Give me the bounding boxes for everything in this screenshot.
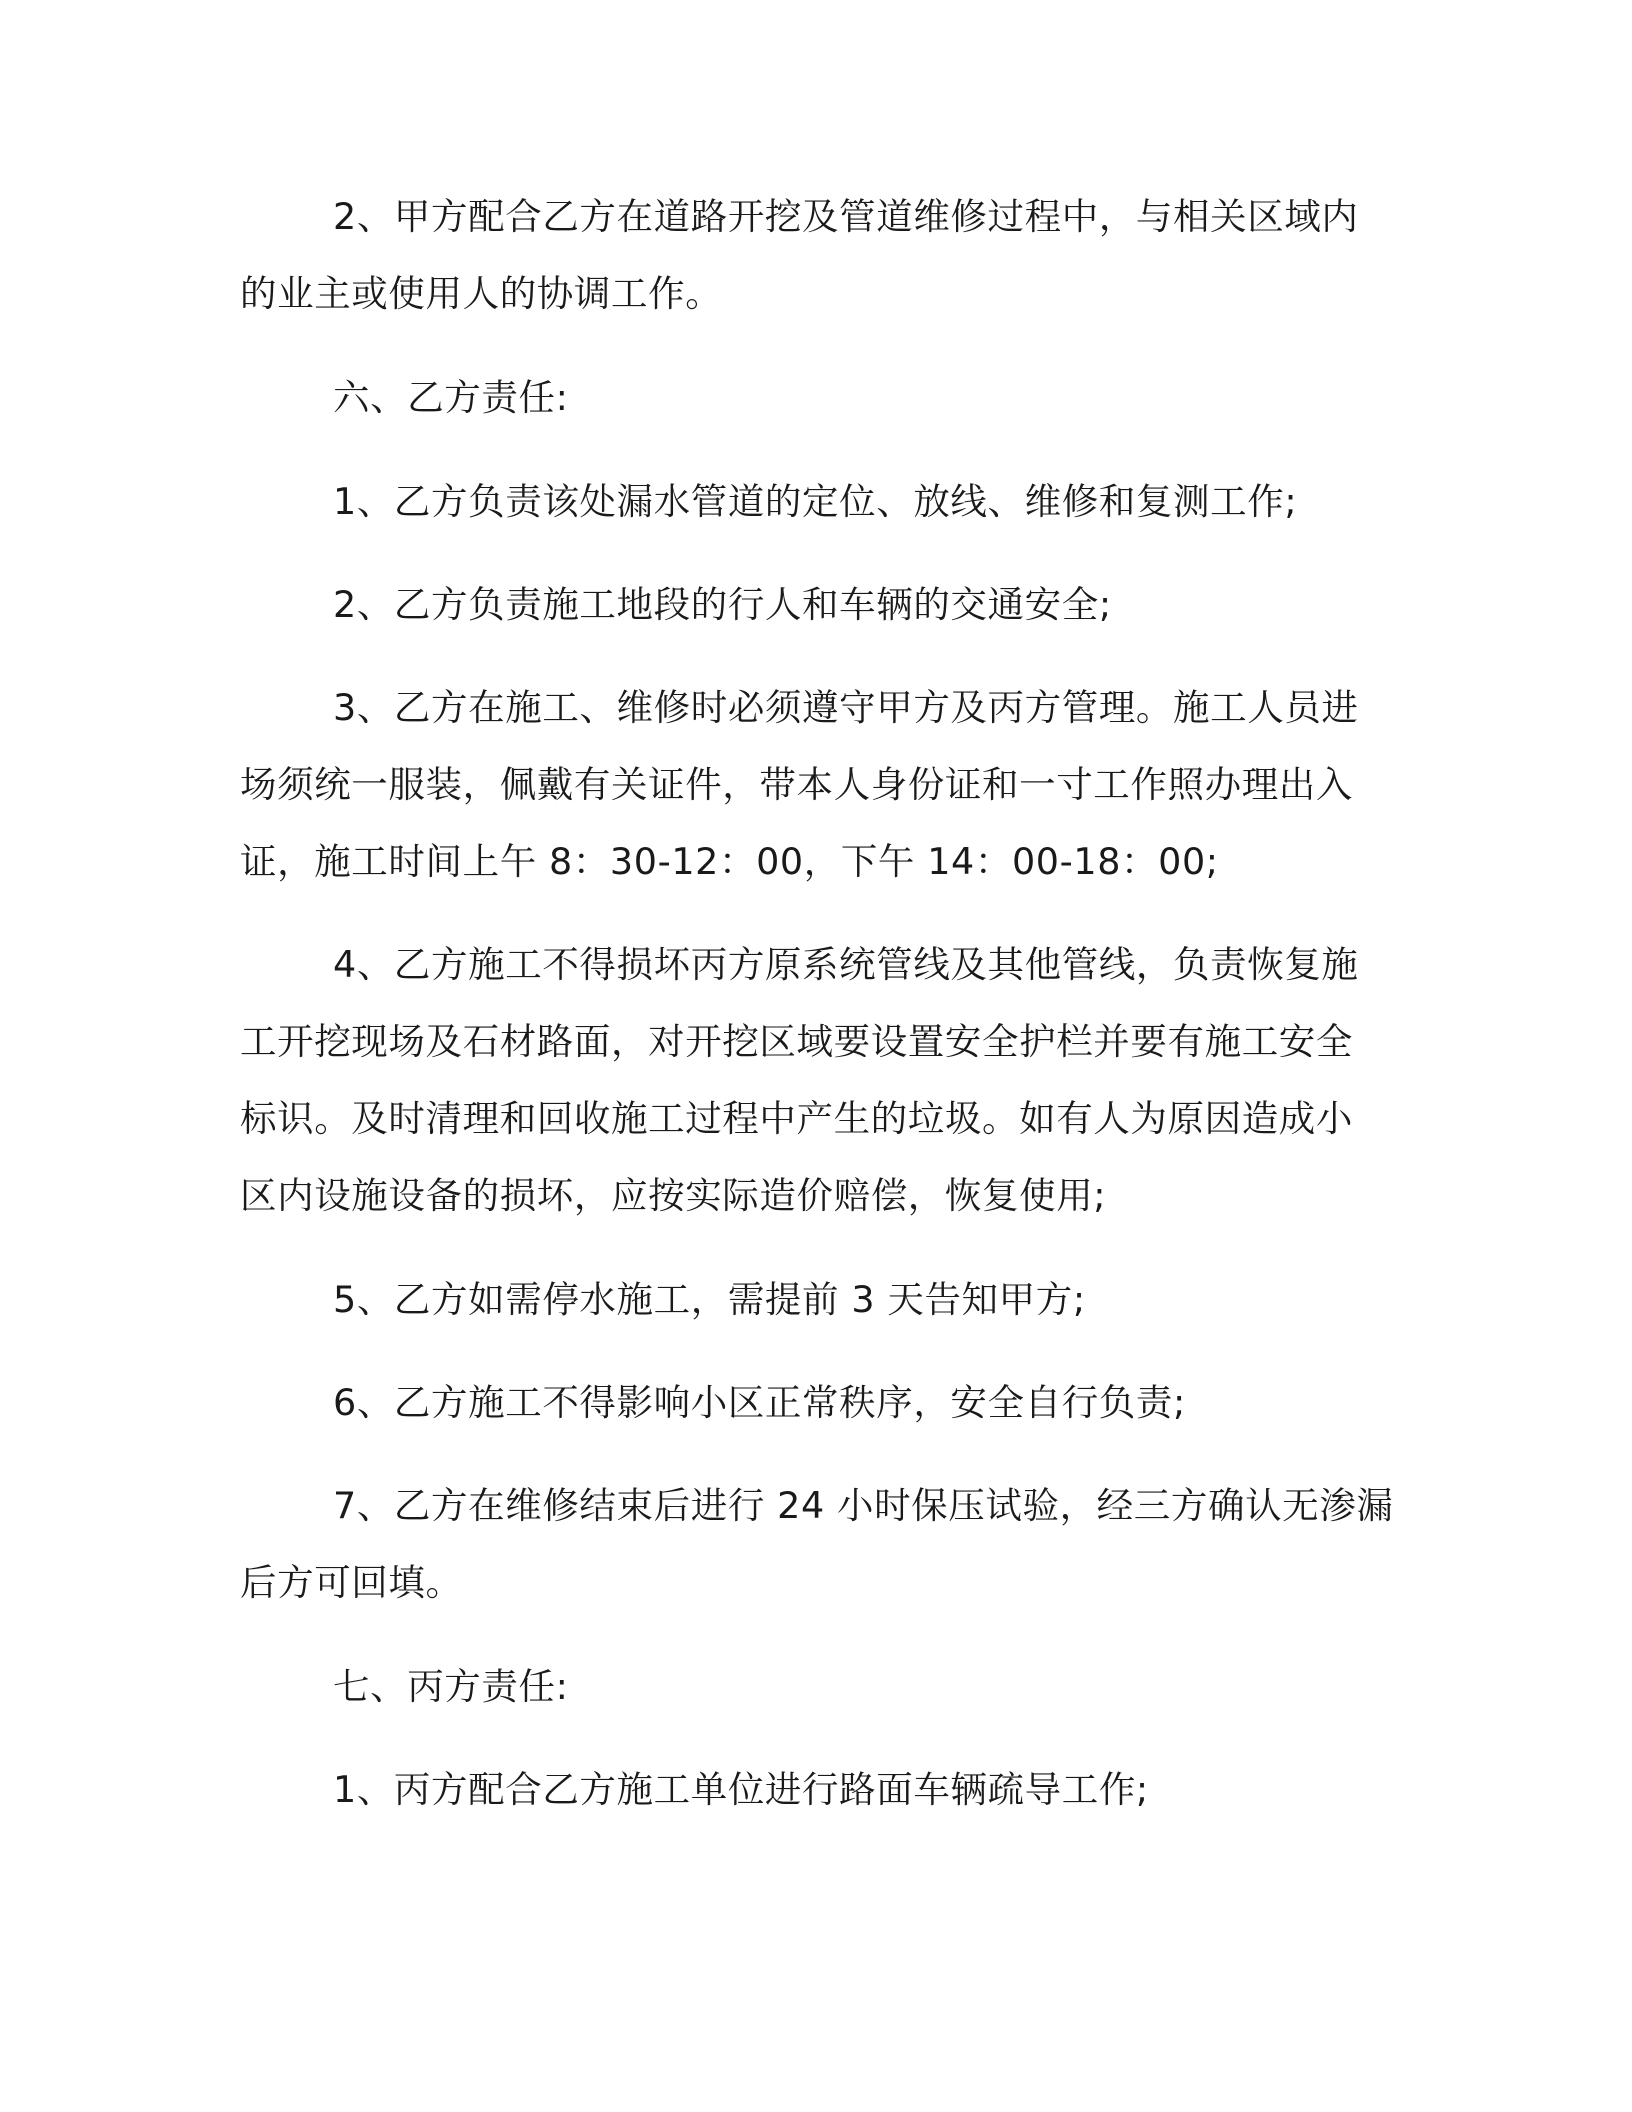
text-line: 1、乙方负责该处漏水管道的定位、放线、维修和复测工作; [333, 480, 1298, 523]
text-line: 场须统一服装，佩戴有关证件，带本人身份证和一寸工作照办理出入 [240, 763, 1353, 806]
text-line: 1、丙方配合乙方施工单位进行路面车辆疏导工作; [333, 1768, 1149, 1811]
section-heading: 七、丙方责任: [333, 1665, 569, 1708]
text-line: 2、甲方配合乙方在道路开挖及管道维修过程中，与相关区域内 [333, 195, 1359, 238]
text-line: 标识。及时清理和回收施工过程中产生的垃圾。如有人为原因造成小 [240, 1097, 1353, 1140]
text-line: 证，施工时间上午 8：30-12：00，下午 14：00-18：00; [240, 840, 1219, 883]
text-line: 区内设施设备的损坏，应按实际造价赔偿，恢复使用; [240, 1174, 1107, 1217]
section-heading: 六、乙方责任: [333, 376, 569, 419]
text-line: 4、乙方施工不得损坏丙方原系统管线及其他管线，负责恢复施 [333, 943, 1359, 986]
text-line: 2、乙方负责施工地段的行人和车辆的交通安全; [333, 583, 1112, 626]
text-line: 3、乙方在施工、维修时必须遵守甲方及丙方管理。施工人员进 [333, 686, 1359, 729]
text-line: 的业主或使用人的协调工作。 [240, 272, 723, 315]
text-line: 6、乙方施工不得影响小区正常秩序，安全自行负责; [333, 1381, 1186, 1424]
text-line: 7、乙方在维修结束后进行 24 小时保压试验，经三方确认无渗漏 [333, 1484, 1394, 1527]
text-line: 工开挖现场及石材路面，对开挖区域要设置安全护栏并要有施工安全 [240, 1020, 1353, 1063]
text-line: 后方可回填。 [240, 1561, 463, 1604]
text-line: 5、乙方如需停水施工，需提前 3 天告知甲方; [333, 1278, 1086, 1321]
